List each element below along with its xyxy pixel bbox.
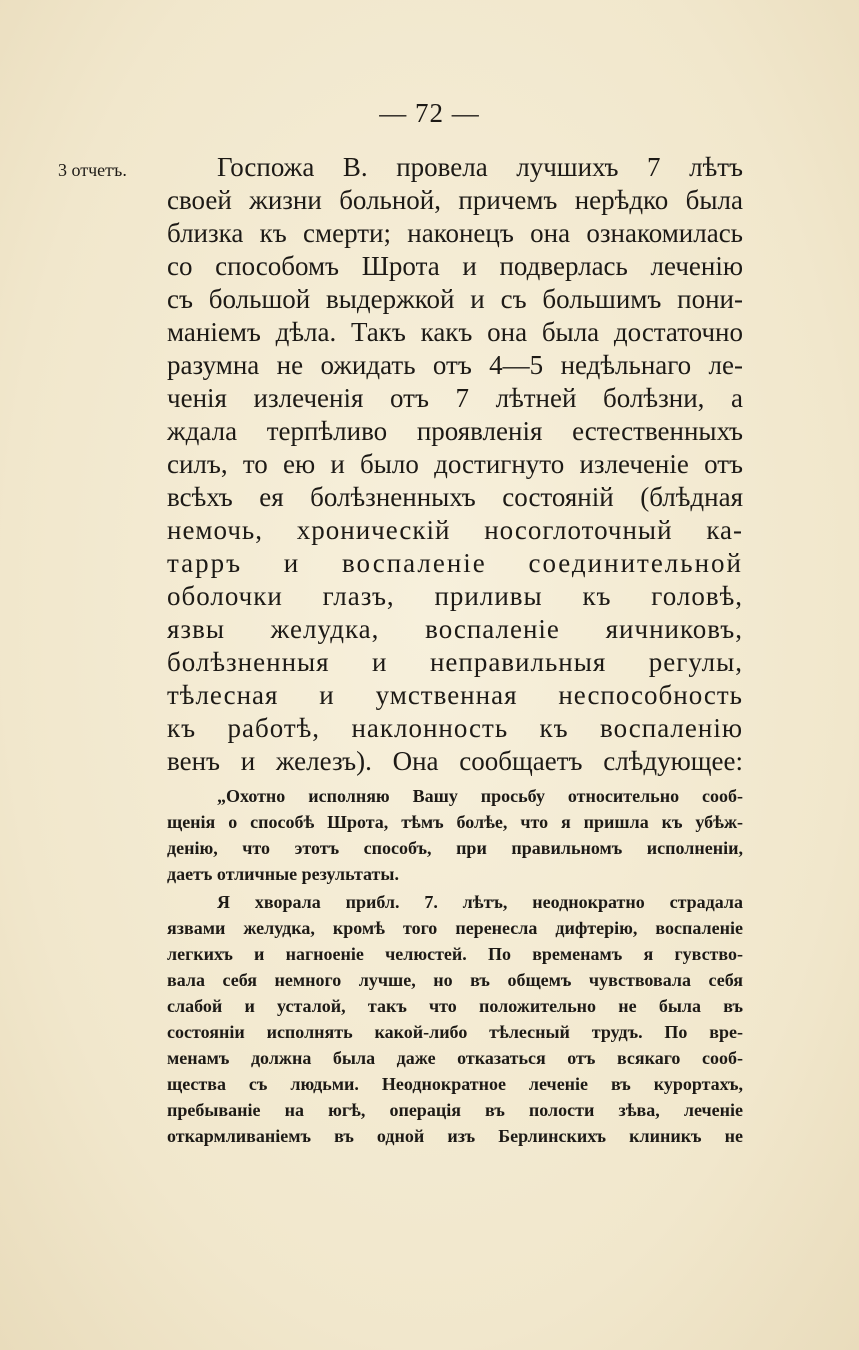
- quote-text-line: денію, что этотъ способъ, при правильномъ исполненіи,: [167, 838, 743, 858]
- main-text-line: ждала терпѣливо проявленія естественныхъ: [167, 416, 743, 446]
- main-text-line: силъ, то ею и было достигнуто излеченіе отъ: [167, 449, 743, 479]
- page-number: — 72 —: [379, 98, 480, 128]
- quote-text-line: щенія о способѣ Шрота, тѣмъ болѣе, что я пришла къ убѣж-: [167, 812, 743, 832]
- quote-text-line: Я хворала прибл. 7. лѣтъ, неоднократно страдала: [217, 892, 743, 912]
- main-text-line: близка къ смерти; наконецъ она ознакомилась: [167, 218, 743, 248]
- main-text-line: язвы желудка, воспаленіе яичниковъ,: [167, 614, 743, 644]
- main-text-line: къ работѣ, наклонность къ воспаленію: [167, 713, 743, 743]
- main-text-line: разумна не ожидать отъ 4—5 недѣльнаго ле-: [167, 350, 743, 380]
- main-text-line: своей жизни больной, причемъ нерѣдко была: [167, 185, 743, 215]
- quote-text-line: легкихъ и нагноеніе челюстей. По временамъ я гувство-: [167, 944, 743, 964]
- quote-text-line: состояніи исполнять какой-либо тѣлесный трудъ. По вре-: [167, 1022, 743, 1042]
- quote-text-line: щества съ людьми. Неоднократное леченіе въ курортахъ,: [167, 1074, 743, 1094]
- main-text-line: тѣлесная и умственная неспособность: [167, 680, 743, 710]
- main-text-line: ченія излеченія отъ 7 лѣтней болѣзни, а: [167, 383, 743, 413]
- main-text-line: оболочки глазъ, приливы къ головѣ,: [167, 581, 743, 611]
- quote-text-line: вала себя немного лучше, но въ общемъ чувствовала себя: [167, 970, 743, 990]
- quote-text-line: язвами желудка, кромѣ того перенесла дифтерію, воспаленіе: [167, 918, 743, 938]
- quote-text-line: „Охотно исполняю Вашу просьбу относительно сооб-: [217, 786, 743, 806]
- main-text-line: маніемъ дѣла. Такъ какъ она была достаточно: [167, 317, 743, 347]
- main-text-line: съ большой выдержкой и съ большимъ пони-: [167, 284, 743, 314]
- quote-text-line: менамъ должна была даже отказаться отъ всякаго сооб-: [167, 1048, 743, 1068]
- quote-text-line: пребываніе на югѣ, операція въ полости зѣва, леченіе: [167, 1100, 743, 1120]
- main-text-line: всѣхъ ея болѣзненныхъ состояній (блѣдная: [167, 482, 743, 512]
- quote-text-line: слабой и усталой, такъ что положительно не была въ: [167, 996, 743, 1016]
- main-text-line: венъ и железъ). Она сообщаетъ слѣдующее:: [167, 746, 743, 776]
- main-text-line: тарръ и воспаленіе соединительной: [167, 548, 743, 578]
- main-text-line: со способомъ Шрота и подверлась леченію: [167, 251, 743, 281]
- margin-note: 3 отчетъ.: [58, 160, 127, 180]
- quote-text-line: даетъ отличные результаты.: [167, 864, 399, 884]
- main-text-line: немочь, хроническій носоглоточный ка-: [167, 515, 743, 545]
- quote-text-line: откармливаніемъ въ одной изъ Берлинскихъ клиникъ не: [167, 1126, 743, 1146]
- main-text-line: Госпожа В. провела лучшихъ 7 лѣтъ: [217, 152, 743, 182]
- main-text-line: болѣзненныя и неправильныя регулы,: [167, 647, 743, 677]
